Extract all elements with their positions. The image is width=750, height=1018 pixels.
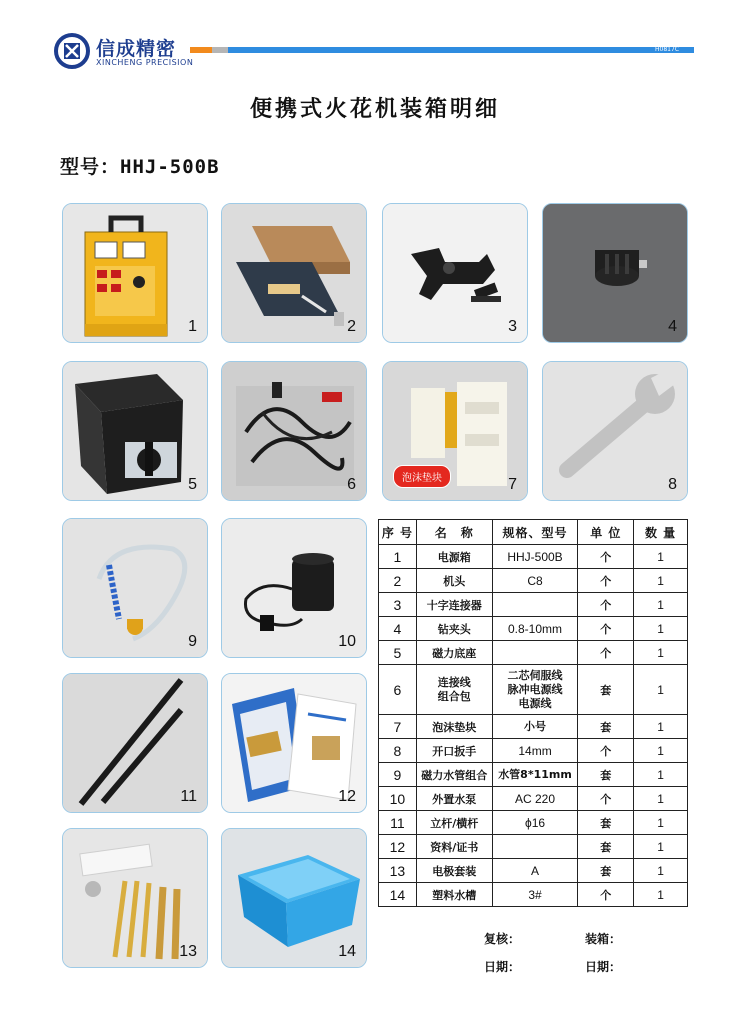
table-row	[379, 617, 688, 641]
item-tile-5	[62, 361, 208, 501]
item-tile-9	[62, 518, 208, 658]
item-tile-10	[221, 518, 367, 658]
cell-qty: 1	[634, 739, 688, 763]
cell-spec: C8	[492, 569, 578, 593]
item-tile-3	[382, 203, 528, 343]
table-row	[379, 811, 688, 835]
table-row	[379, 593, 688, 617]
cell-spec: 小号	[492, 715, 578, 739]
cell-no: 13	[379, 859, 417, 883]
header-accent-orange	[190, 47, 212, 53]
review-date-label: 日期：	[484, 960, 521, 974]
cell-qty: 1	[634, 763, 688, 787]
review-label: 复核：	[484, 932, 521, 946]
model-value: HHJ-500B	[120, 156, 220, 178]
cell-no: 10	[379, 787, 417, 811]
item-number: 11	[180, 788, 197, 805]
item-number: 7	[508, 476, 517, 493]
table-row	[379, 641, 688, 665]
cell-no: 14	[379, 883, 417, 907]
machine-head-icon	[222, 204, 367, 343]
cell-spec: 3#	[492, 883, 578, 907]
pack-date-label: 日期：	[585, 960, 622, 974]
header-accent-blue	[228, 47, 694, 53]
cell-name: 磁力水管组合	[416, 763, 492, 787]
cell-spec: A	[492, 859, 578, 883]
cell-spec-line: 电源线	[518, 696, 552, 710]
cell-spec	[492, 641, 578, 665]
cell-spec	[492, 835, 578, 859]
item-number: 12	[338, 788, 356, 805]
item-tile-8	[542, 361, 688, 501]
cell-spec: ϕ16	[492, 811, 578, 835]
coolant-hose-icon	[63, 519, 208, 658]
cell-name: 开口扳手	[416, 739, 492, 763]
cell-unit: 个	[578, 739, 634, 763]
item-number: 2	[347, 318, 356, 335]
power-box-icon	[63, 204, 208, 343]
cell-qty: 1	[634, 617, 688, 641]
cell-no: 4	[379, 617, 417, 641]
table-row	[379, 545, 688, 569]
brand-name-cn: 信成精密	[96, 38, 177, 60]
cell-spec: AC 220	[492, 787, 578, 811]
item-number: 10	[338, 633, 356, 650]
cell-spec-line: 二芯伺服线	[507, 668, 563, 682]
cross-connector-icon	[383, 204, 528, 343]
cell-spec: 0.8-10mm	[492, 617, 578, 641]
cell-name: 塑料水槽	[416, 883, 492, 907]
cell-qty: 1	[634, 545, 688, 569]
cell-unit: 个	[578, 883, 634, 907]
header-accent-gray	[212, 47, 228, 53]
cell-spec-line: 脉冲电源线	[507, 682, 563, 696]
cell-qty: 1	[634, 715, 688, 739]
item-number: 4	[668, 318, 677, 335]
cell-name: 电极套装	[416, 859, 492, 883]
table-row	[379, 569, 688, 593]
table-row	[379, 715, 688, 739]
model-line	[60, 152, 220, 179]
cell-qty: 1	[634, 883, 688, 907]
cell-name-line: 连接线	[437, 675, 471, 689]
cell-qty: 1	[634, 593, 688, 617]
cell-no: 3	[379, 593, 417, 617]
item-number: 5	[188, 476, 197, 493]
cell-spec: HHJ-500B	[492, 545, 578, 569]
cell-no: 6	[379, 665, 417, 715]
item-number: 8	[668, 476, 677, 493]
cell-qty: 1	[634, 811, 688, 835]
item-number: 1	[188, 318, 197, 335]
magnetic-base-icon	[63, 362, 208, 501]
header-spec: 规格、型号	[492, 520, 578, 545]
item-tile-2	[221, 203, 367, 343]
cell-unit: 套	[578, 859, 634, 883]
cell-unit: 套	[578, 763, 634, 787]
cell-qty: 1	[634, 641, 688, 665]
item-number: 13	[179, 943, 197, 960]
table-row	[379, 787, 688, 811]
cell-unit: 套	[578, 811, 634, 835]
cell-no: 2	[379, 569, 417, 593]
table-row	[379, 883, 688, 907]
cell-no: 11	[379, 811, 417, 835]
cell-unit: 个	[578, 545, 634, 569]
cell-no: 8	[379, 739, 417, 763]
item-tile-13	[62, 828, 208, 968]
table-header-row	[379, 520, 688, 545]
cell-name: 资料/证书	[416, 835, 492, 859]
header-name: 名 称	[416, 520, 492, 545]
cell-qty: 1	[634, 569, 688, 593]
cell-name: 钻夹头	[416, 617, 492, 641]
page-title: 便携式火花机装箱明细	[249, 97, 500, 122]
brand-name-en: XINCHENG PRECISION	[96, 58, 194, 67]
header-no: 序 号	[379, 520, 417, 545]
wrench-icon	[543, 362, 688, 501]
cell-unit: 套	[578, 665, 634, 715]
item-tile-14	[221, 828, 367, 968]
item-number: 6	[347, 476, 356, 493]
item-number: 9	[188, 633, 197, 650]
table-row	[379, 763, 688, 787]
packing-list-table	[378, 519, 688, 907]
cell-spec	[492, 665, 578, 715]
cell-unit: 个	[578, 617, 634, 641]
cell-name: 外置水泵	[416, 787, 492, 811]
cell-spec: 14mm	[492, 739, 578, 763]
cell-name: 机头	[416, 569, 492, 593]
cell-unit: 个	[578, 593, 634, 617]
cell-name: 电源箱	[416, 545, 492, 569]
item-tile-12	[221, 673, 367, 813]
cell-name: 立杆/横杆	[416, 811, 492, 835]
cell-unit: 套	[578, 835, 634, 859]
cell-spec: 水管8*11mm	[492, 763, 578, 787]
item-tile-4	[542, 203, 688, 343]
page-header	[0, 0, 750, 80]
table-row	[379, 739, 688, 763]
item-number: 14	[338, 943, 356, 960]
table-row	[379, 835, 688, 859]
cell-name	[416, 665, 492, 715]
brand-logo-icon	[54, 33, 90, 69]
cell-name: 磁力底座	[416, 641, 492, 665]
cell-no: 12	[379, 835, 417, 859]
cell-unit: 个	[578, 787, 634, 811]
drill-chuck-icon	[543, 204, 688, 343]
item-number: 3	[508, 318, 517, 335]
cell-unit: 个	[578, 569, 634, 593]
header-qty: 数 量	[634, 520, 688, 545]
cell-qty: 1	[634, 859, 688, 883]
item-tile-7	[382, 361, 528, 501]
cell-no: 1	[379, 545, 417, 569]
cell-no: 5	[379, 641, 417, 665]
document-code: H0817C	[655, 46, 679, 53]
cell-no: 7	[379, 715, 417, 739]
cell-qty: 1	[634, 665, 688, 715]
item-tile-11	[62, 673, 208, 813]
table-row	[379, 859, 688, 883]
foam-label-badge: 泡沫垫块	[393, 465, 451, 488]
cell-name: 十字连接器	[416, 593, 492, 617]
header-unit: 单 位	[578, 520, 634, 545]
model-label: 型号：	[60, 156, 121, 178]
item-tile-1	[62, 203, 208, 343]
cable-bag-icon	[222, 362, 367, 501]
cell-name: 泡沫垫块	[416, 715, 492, 739]
cell-spec	[492, 593, 578, 617]
cell-unit: 个	[578, 641, 634, 665]
cell-qty: 1	[634, 835, 688, 859]
cell-unit: 套	[578, 715, 634, 739]
cell-qty: 1	[634, 787, 688, 811]
cell-no: 9	[379, 763, 417, 787]
item-tile-6	[221, 361, 367, 501]
table-row	[379, 665, 688, 715]
pack-label: 装箱：	[585, 932, 622, 946]
cell-name-line: 组合包	[437, 689, 471, 703]
